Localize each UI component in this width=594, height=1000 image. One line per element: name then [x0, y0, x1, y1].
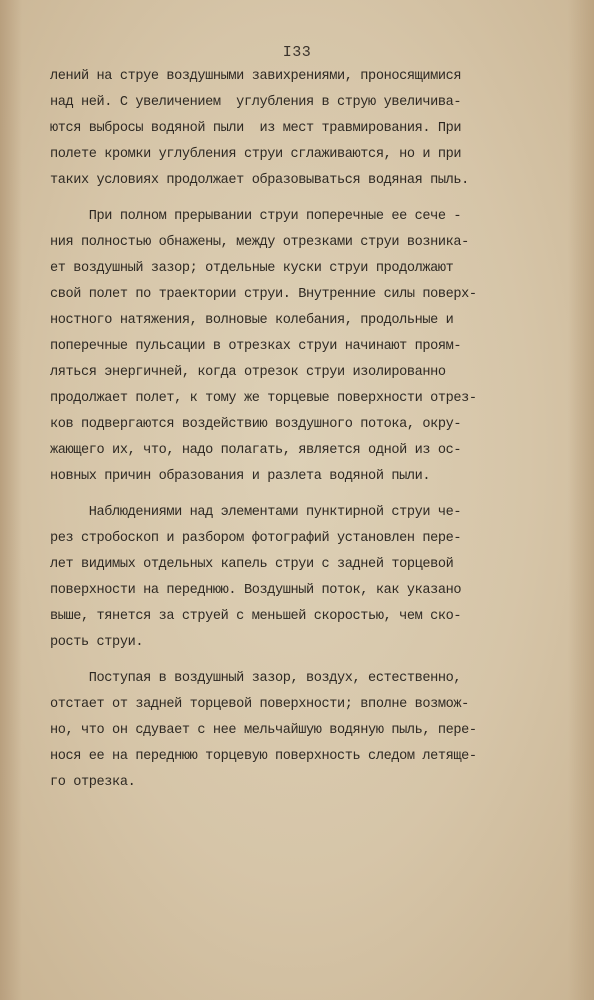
text-line: го отрезка. — [50, 775, 136, 790]
text-line: ков подвергаются воздействию воздушного потока, окру- — [50, 417, 462, 432]
text-line: рость струи. — [50, 635, 144, 650]
text-line: ния полностью обнажены, между отрезками струи возника- — [50, 235, 469, 250]
text-line: ляться энергичней, когда отрезок струи изолированно — [50, 365, 446, 380]
text-line: полете кромки углубления струи сглаживаются, но и при — [50, 147, 462, 162]
text-line: свой полет по траектории струи. Внутренние силы поверх- — [50, 287, 477, 302]
text-line: рез стробоскоп и разбором фотографий установлен пере- — [50, 531, 462, 546]
paragraph-2 — [50, 204, 570, 490]
text-line: ет воздушный зазор; отдельные куски струи продолжают — [50, 261, 454, 276]
text-line: Поступая в воздушный зазор, воздух, естественно, — [50, 671, 462, 686]
paragraph-4 — [50, 666, 570, 796]
text-line: ются выбросы водяной пыли из мест травмирования. При — [50, 121, 462, 136]
text-line: ностного натяжения, волновые колебания, продольные и — [50, 313, 454, 328]
text-line: поперечные пульсации в отрезках струи начинают проям- — [50, 339, 462, 354]
text-line: жающего их, что, надо полагать, является одной из ос- — [50, 443, 462, 458]
text-line: таких условиях продолжает образовываться водяная пыль. — [50, 173, 469, 188]
text-line: поверхности на переднюю. Воздушный поток, как указано — [50, 583, 462, 598]
text-line: отстает от задней торцевой поверхности; вполне возмож- — [50, 697, 469, 712]
text-line: лет видимых отдельных капель струи с задней торцевой — [50, 557, 454, 572]
text-line: При полном прерывании струи поперечные ее сече - — [50, 209, 462, 224]
paragraph-3 — [50, 500, 570, 656]
text-line: но, что он сдувает с нее мельчайшую водяную пыль, пере- — [50, 723, 477, 738]
text-line: лений на струе воздушными завихрениями, проносящимися — [50, 69, 462, 84]
text-line: над ней. С увеличением углубления в струю увеличива- — [50, 95, 462, 110]
paragraph-1 — [50, 64, 570, 194]
text-line: продолжает полет, к тому же торцевые поверхности отрез- — [50, 391, 477, 406]
text-line: нося ее на переднюю торцевую поверхность следом летяще- — [50, 749, 477, 764]
page-number: I33 — [282, 44, 312, 61]
text-line: выше, тянется за струей с меньшей скоростью, чем ско- — [50, 609, 462, 624]
body-text — [50, 64, 570, 806]
text-line: Наблюдениями над элементами пунктирной струи че- — [50, 505, 462, 520]
text-line: новных причин образования и разлета водяной пыли. — [50, 469, 431, 484]
